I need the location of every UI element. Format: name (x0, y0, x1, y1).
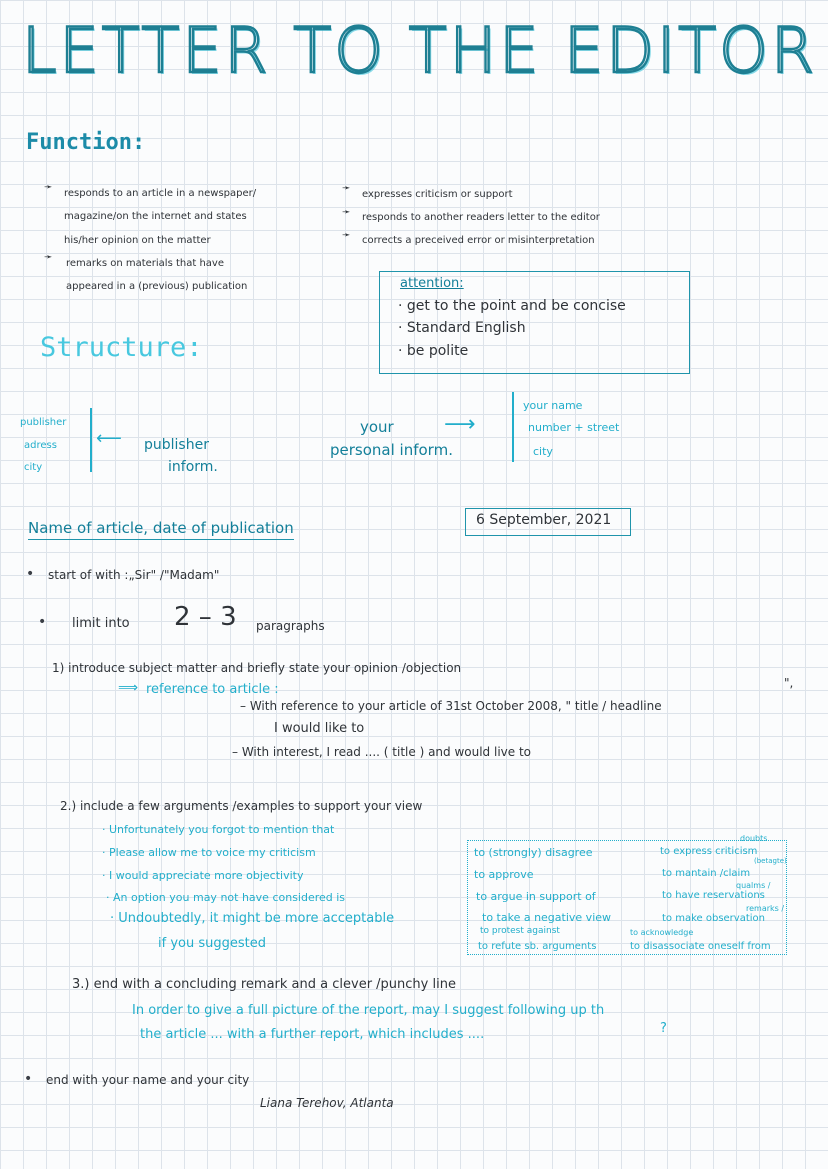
structure-heading: Structure: (40, 332, 203, 363)
your-block-line: your name (523, 399, 583, 412)
start-with: start of with :„Sir" /"Madam" (48, 568, 220, 582)
phrase-right: to express criticism (660, 846, 758, 857)
name-of-article: Name of article, date of publication (28, 519, 294, 540)
attention-item: · get to the point and be concise (398, 298, 626, 314)
phrase-left: to approve (474, 868, 534, 881)
para2-bullet: · Please allow me to voice my criticism (102, 846, 316, 859)
phrase-right: to disassociate oneself from (630, 941, 771, 952)
function-right-line: responds to another readers letter to the editor (362, 212, 600, 223)
phrase-right: to make observation (662, 913, 765, 924)
para2-bullet: · An option you may not have considered is (106, 891, 346, 904)
your-block-line: number + street (528, 421, 620, 434)
phrase-left: to take a negative view (482, 911, 612, 924)
para3-line: In order to give a full picture of the report, may I suggest following up th (132, 1003, 605, 1018)
publisher-inform: publisher (144, 437, 209, 453)
function-arrow-icon: ➛ (342, 207, 351, 218)
function-arrow-icon: ➛ (44, 252, 53, 263)
function-arrow-icon: ➛ (44, 182, 53, 193)
phrase-note: remarks / (746, 904, 785, 913)
para2-bullet: · Undoubtedly, it might be more acceptable (110, 911, 395, 926)
attention-item: · Standard English (398, 320, 526, 336)
para1-line: – With interest, I read .... ( title ) and would live to (232, 745, 532, 759)
function-left-line: appeared in a (previous) publication (66, 281, 248, 292)
personal-divider (512, 392, 514, 462)
publisher-block-line: publisher (20, 417, 67, 428)
attention-label: attention: (400, 276, 464, 291)
arrow-right-icon: ⟶ (444, 412, 476, 437)
limit-suffix: paragraphs (256, 619, 325, 633)
para2-bullet: · I would appreciate more objectivity (102, 869, 304, 882)
phrase-right: to acknowledge (630, 928, 694, 937)
limit-prefix: limit into (72, 616, 130, 631)
para3-heading: 3.) end with a concluding remark and a clever /punchy line (72, 977, 456, 992)
function-right-line: corrects a preceived error or misinterpretation (362, 235, 595, 246)
signature: Liana Terehov, Atlanta (260, 1096, 394, 1110)
phrase-right: to mantain /claim (662, 868, 751, 879)
attention-item-text: get to the point and be concise (406, 298, 626, 314)
para1-line: – With reference to your article of 31st October 2008, " title / headline (240, 699, 662, 713)
para2-bullet-tail: if you suggested (158, 936, 266, 951)
para2-bullet-text: Unfortunately you forgot to mention that (109, 823, 335, 836)
para1-reference: reference to article : (146, 682, 279, 697)
attention-item-text: Standard English (406, 320, 526, 336)
end-text: end with your name and your city (46, 1073, 250, 1087)
para1-line: I would like to (274, 721, 365, 736)
phrase-left: to argue in support of (476, 890, 596, 903)
para2-bullet-text: I would appreciate more objectivity (109, 869, 304, 882)
function-left-line: his/her opinion on the matter (64, 235, 211, 246)
phrase-left: to refute sb. arguments (478, 941, 597, 952)
your-block-line: city (533, 445, 553, 458)
page-title: LETTER TO THE EDITOR (22, 14, 818, 87)
attention-item: · be polite (398, 343, 469, 359)
publisher-inform: inform. (168, 459, 218, 475)
function-left-line: remarks on materials that have (66, 258, 224, 269)
function-right-line: expresses criticism or support (362, 189, 513, 200)
phrase-note: (betagte) (754, 857, 787, 865)
bullet-dot: • (26, 566, 35, 582)
arrow-left-icon: ⟵ (96, 428, 122, 449)
bullet-dot: • (38, 614, 47, 630)
publisher-divider (90, 408, 92, 472)
phrase-left: to (strongly) disagree (474, 846, 593, 859)
phrase-left: to protest against (480, 926, 560, 936)
publisher-block-line: adress (24, 440, 57, 451)
bullet-dot: • (24, 1071, 33, 1087)
para2-bullet-text: Undoubtedly, it might be more acceptable (118, 911, 395, 926)
para3-qmark: ? (660, 1021, 667, 1036)
limit-number: 2 – 3 (174, 602, 237, 632)
para3-line: the article ... with a further report, which includes .... (140, 1027, 485, 1042)
date-text: 6 September, 2021 (476, 512, 612, 528)
function-heading: Function: (26, 130, 146, 155)
personal-inform: your (360, 418, 394, 436)
function-arrow-icon: ➛ (342, 230, 351, 241)
phrase-right: to have reservations (662, 890, 765, 901)
function-left-line: responds to an article in a newspaper/ (64, 188, 257, 199)
personal-inform: personal inform. (330, 441, 453, 459)
para2-bullet: · Unfortunately you forgot to mention that (102, 823, 335, 836)
function-arrow-icon: ➛ (342, 183, 351, 194)
publisher-block-line: city (24, 462, 43, 473)
para1-heading: 1) introduce subject matter and briefly state your opinion /objection (52, 661, 462, 675)
function-left-line: magazine/on the internet and states (64, 211, 247, 222)
attention-item-text: be polite (406, 343, 469, 359)
para2-bullet-text: Please allow me to voice my criticism (109, 846, 316, 859)
arrow-icon: ⟹ (118, 680, 139, 696)
phrase-note: qualms / (736, 881, 771, 890)
para1-quote: ", (784, 676, 794, 690)
para2-bullet-text: An option you may not have considered is (113, 891, 346, 904)
phrase-note: doubts (740, 834, 768, 843)
para2-heading: 2.) include a few arguments /examples to support your view (60, 799, 423, 813)
